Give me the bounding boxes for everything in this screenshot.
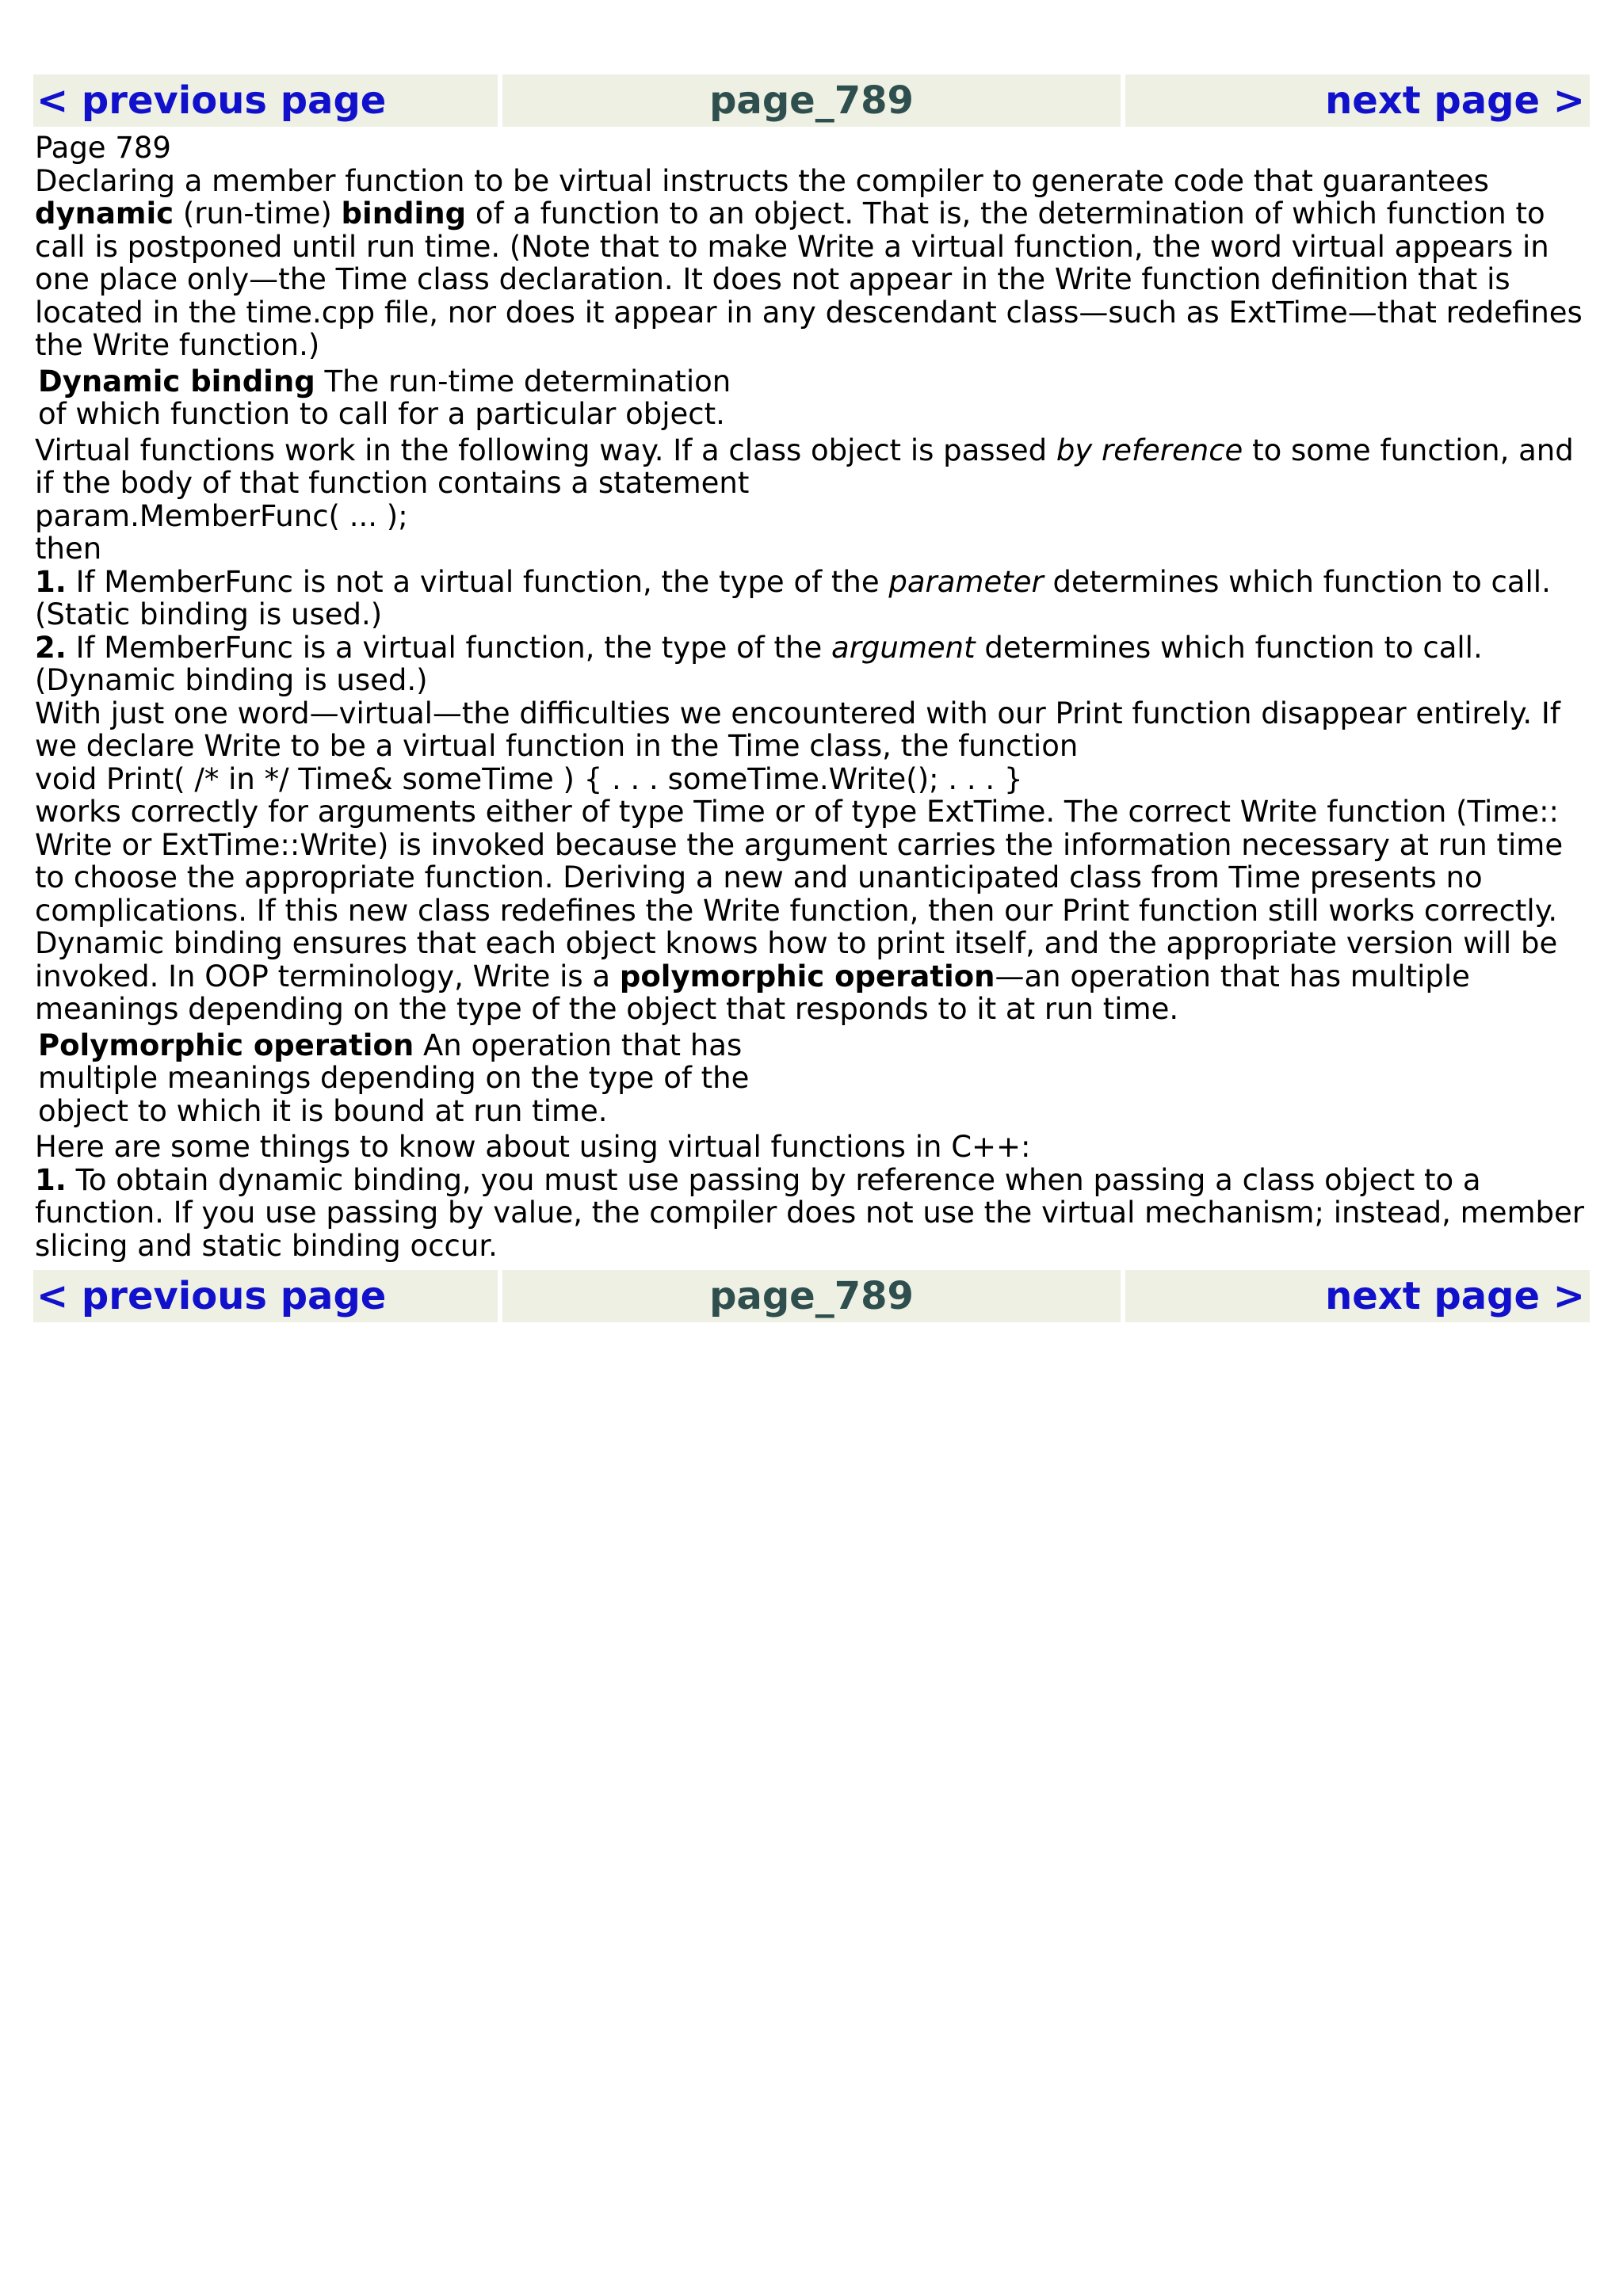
bold-term: binding: [341, 196, 467, 231]
text-span: to some function, and if the body of that function contains a statement: [35, 433, 1574, 500]
next-page-link[interactable]: next page >: [1125, 1270, 1590, 1322]
paragraph-one-word: With just one word—virtual—the difficulties we encountered with our Print function disappear entirely. If we declare Write to be a virtual function in the Time class, the function: [35, 696, 1560, 763]
text-span: Virtual functions work in the following way. If a class object is passed: [35, 433, 1056, 467]
page-container: [33, 74, 1594, 1322]
text-span: To obtain dynamic binding, you must use passing by reference when passing a class object to a function. If you use passing by value, the compiler does not use the virtual mechanism; instead, member slicing and static binding occur.: [35, 1162, 1584, 1263]
item-number: 1.: [35, 1162, 67, 1197]
item-number: 2.: [35, 630, 67, 665]
definition-text: The run-time determination of which function to call for a particular object.: [38, 364, 731, 431]
italic-term: argument: [831, 630, 976, 665]
next-page-link[interactable]: next page >: [1125, 74, 1590, 127]
previous-page-link[interactable]: < previous page: [33, 74, 498, 127]
previous-page-link[interactable]: < previous page: [33, 1270, 498, 1322]
text-span: determines which function to call. (Dynamic binding is used.): [35, 630, 1483, 697]
paragraph-works-correctly: [35, 795, 1593, 1026]
code-line: void Print( /* in */ Time& someTime ) { . . . someTime.Write(); . . . }: [35, 761, 1023, 796]
numbered-item-1: [35, 566, 1593, 631]
page-label: page_789: [502, 1270, 1121, 1322]
definition-dynamic-binding: [38, 365, 767, 431]
definition-term: Polymorphic operation: [38, 1028, 414, 1062]
definition-polymorphic-operation: [38, 1029, 767, 1128]
paragraph-then: then: [35, 532, 102, 566]
text-span: If MemberFunc is not a virtual function, the type of the: [66, 564, 889, 599]
page-content: [33, 127, 1594, 1270]
paragraph-things-to-know: Here are some things to know about using virtual functions in C++:: [35, 1130, 1031, 1164]
item-number: 1.: [35, 564, 67, 599]
italic-term: by reference: [1056, 433, 1243, 467]
numbered-item-3: [35, 1164, 1593, 1263]
paragraph-virtual-functions: [35, 434, 1593, 500]
paragraph-intro: [35, 165, 1593, 362]
text-span: determines which function to call. (Static binding is used.): [35, 564, 1551, 631]
page-number: Page 789: [35, 131, 171, 165]
text-span: works correctly for arguments either of type Time or of type ExtTime. The correct Write function (Time:: Write or ExtTime::Write) is invoked because the argument carries the information necessary at run time to choose the appropriate function. Deriving a new and unanticipated class from Time presents no complications. If this new class redefines the Write function, then our Print function still works correctly. Dynamic binding ensures that each object knows how to print itself, and the appropriate version will be invoked. In OOP terminology, Write is a: [35, 795, 1564, 994]
italic-term: parameter: [888, 564, 1044, 599]
text-span: Declaring a member function to be virtual instructs the compiler to generate code that guarantees: [35, 163, 1489, 198]
definition-term: Dynamic binding: [38, 364, 315, 399]
text-span: of a function to an object. That is, the determination of which function to call is postponed until run time. (Note that to make Write a virtual function, the word virtual appears in one place only—the Time class declaration. It does not appear in the Write function definition that is located in the time.cpp file, nor does it appear in any descendant class—such as ExtTime—that redefines the Write function.): [35, 196, 1583, 362]
top-navigation-bar: [33, 74, 1594, 127]
numbered-item-2: [35, 631, 1593, 697]
text-span: (run-time): [174, 196, 342, 231]
bold-term: polymorphic operation: [619, 959, 995, 994]
text-span: If MemberFunc is a virtual function, the type of the: [66, 630, 832, 665]
bottom-navigation-bar: [33, 1270, 1594, 1322]
page-label: page_789: [502, 74, 1121, 127]
definition-text: An operation that has multiple meanings depending on the type of the object to which it is bound at run time.: [38, 1028, 750, 1128]
code-line: param.MemberFunc( ... );: [35, 498, 408, 533]
text-span: —an operation that has multiple meanings depending on the type of the object that responds to it at run time.: [35, 959, 1470, 1026]
bold-term: dynamic: [35, 196, 174, 231]
